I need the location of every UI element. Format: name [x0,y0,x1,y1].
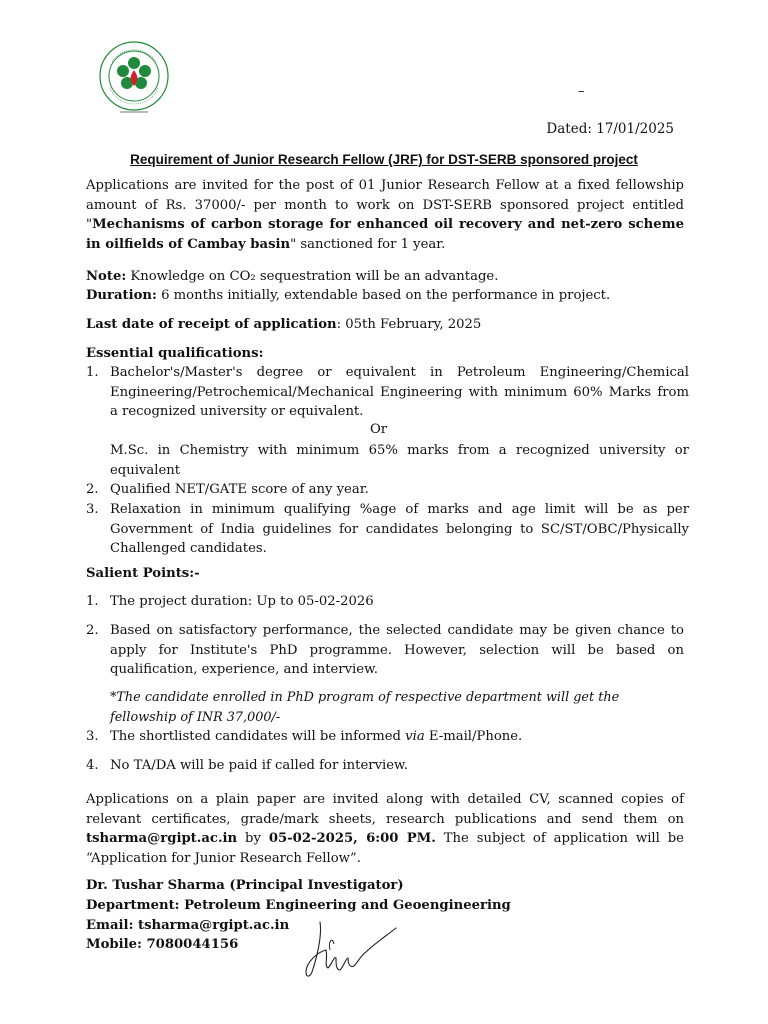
duration-line [86,286,684,306]
dated-line: Dated: 17/01/2025 [546,121,674,137]
essential-item-2: 2. Qualified NET/GATE score of any year. [86,482,369,497]
last-date-line [86,315,684,335]
salient-item-1: 1. The project duration: Up to 05-02-2026 [86,594,374,609]
header-dash: – [578,84,585,99]
essential-item-3: 3. Relaxation in minimum qualifying %age of marks and age limit will be as per Government of India guidelines for candidates belonging to SC/ST/OBC/Physically Challenged candidates. [86,502,689,556]
salient-item-4: 4. No TA/DA will be paid if called for interview. [86,758,408,773]
closing-paragraph: Applications on a plain paper are invited along with detailed CV, scanned copies of relevant certificates, grade/mark sheets, research publications and send them on tsharma@rgipt.ac.in by 05-02-2025, 6:00 PM. The subject of application will be “Application for Junior Research Fellow”. [86,792,684,866]
page-title: Requirement of Junior Research Fellow (JRF) for DST-SERB sponsored project [130,152,638,167]
salient-heading: Salient Points:- [86,566,200,581]
last-date-label: Last date of receipt of application [86,317,337,332]
contact-email[interactable]: tsharma@rgipt.ac.in [86,831,238,846]
duration-label: Duration: [86,288,157,303]
project-title: Mechanisms of carbon storage for enhanced oil recovery and net-zero scheme in oilfields of Cambay basin [86,217,684,252]
essential-item-1-alt: M.Sc. in Chemistry with minimum 65% marks from a recognized university or equivalent [110,443,689,478]
handwritten-signature [288,914,408,984]
intro-paragraph [86,176,684,254]
or-separator: Or [370,422,388,437]
deadline: 05-02-2025, 6:00 PM. [268,831,436,846]
signer-mobile: Mobile: 7080044156 [86,937,239,952]
salient-item-3: 3. The shortlisted candidates will be informed via E-mail/Phone. [86,729,523,744]
institute-logo [96,40,172,116]
note-text: Knowledge on CO₂ sequestration will be an advantage. [126,269,499,284]
last-date-value: : 05th February, 2025 [336,317,482,332]
duration-text: 6 months initially, extendable based on the performance in project. [156,288,611,303]
phd-fellowship-note: *The candidate enrolled in PhD program of respective department will get the fellowship of INR 37,000/- [110,690,620,725]
signer-email: Email: tsharma@rgipt.ac.in [86,918,290,933]
intro-text-end: " sanctioned for 1 year. [290,236,446,252]
essential-heading: Essential qualifications: [86,346,264,361]
intro-text: Applications are invited for the post of 01 Junior Research Fellow at a fixed fellowship amount of Rs. 37000/- per month to work on DST-SERB sponsored project entitled " [86,178,684,232]
essential-item-1: 1. Bachelor's/Master's degree or equivalent in Petroleum Engineering/Chemical Engineering/Petrochemical/Mechanical Engineering with minimum 60% Marks from a recognized university or equivalent. [86,365,689,419]
signer-name: Dr. Tushar Sharma (Principal Investigator) [86,878,404,893]
signer-department: Department: Petroleum Engineering and Geoengineering [86,898,511,913]
note-line [86,267,684,287]
note-label: Note: [86,269,127,284]
salient-item-2: 2. Based on satisfactory performance, the selected candidate may be given chance to apply for Institute's PhD programme. However, selection will be based on qualification, experience, and interview. [86,623,684,677]
